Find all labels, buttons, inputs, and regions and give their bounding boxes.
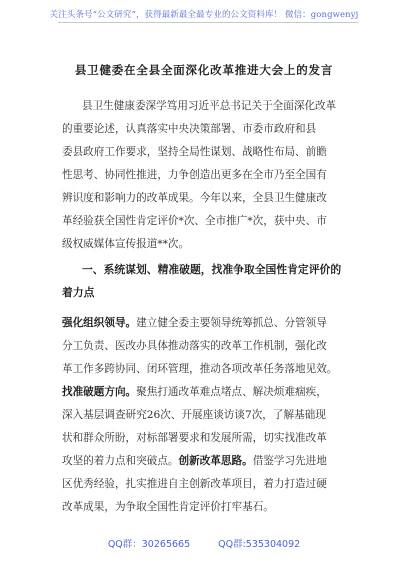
paragraph-2-text: 聚焦打通改革难点堵点、解决烦难痼疾， — [136, 386, 327, 398]
intro-line-1: 县卫生健康委深学笃用习近平总书记关于全面深化改革 — [82, 100, 337, 112]
paragraph-2-line-1 — [62, 385, 327, 399]
footer-qq-group-1: QQ群：30265665 — [107, 539, 191, 550]
intro-line-6: 革经验获全国性肯定评价*次、全市推广*次，获中央、市 — [62, 215, 327, 227]
paragraph-2-lead: 找准破题方向。 — [62, 386, 137, 398]
intro-line-5: 辨识度和影响力的改革成果。今年以来，全县卫生健康改 — [62, 192, 327, 204]
intro-line-2: 的重要论述，认真落实中央决策部署、市委市政府和县 — [62, 123, 317, 135]
paragraph-2-line-4 — [62, 454, 327, 468]
paragraph-1-line-3: 革工作多跨协同、闭环管理，推动各项改革任务落地见效。 — [62, 363, 338, 375]
paragraph-3-text: 借鉴学习先进地 — [252, 455, 327, 467]
paragraph-1-text: 建立健全委主要领导统筹抓总、分管领导 — [136, 317, 327, 329]
paragraph-3-lead: 创新改革思路。 — [178, 455, 253, 467]
footer-qq-group-2: QQ群:535304092 — [218, 539, 301, 550]
paragraph-2-line-2: 深入基层调查研究26次、开展座谈访谈7次，了解基础现 — [62, 409, 326, 421]
intro-line-3: 委县政府工作要求，坚持全局性谋划、战略性布局、前瞻 — [62, 146, 327, 158]
section-heading-line-1: 一、系统谋划、精准破题，找准争取全国性肯定评价的 — [82, 263, 342, 276]
paragraph-3-line-2: 区优秀经验，扎实推进自主创新改革项目，着力打造过硬 — [62, 478, 327, 490]
paragraph-2-tail: 攻坚的着力点和突破点。 — [62, 455, 179, 467]
paragraph-1-line-1 — [62, 316, 327, 330]
footer — [0, 536, 408, 550]
header-divider — [58, 22, 358, 23]
header-note: 关注头条号“公文研究”，获得最新最全最专业的公文资料库！ 微信：gongwenyj — [49, 10, 359, 20]
intro-line-4: 性思考、协同性推进，力争创造出更多在全市乃至全国有 — [62, 169, 327, 181]
intro-line-7: 级权威媒体宣传报道**次。 — [62, 238, 190, 250]
paragraph-1-line-2: 分工负责、医改办具体推动落实的改革工作机制，强化改 — [62, 340, 327, 352]
section-heading-line-2: 着力点 — [62, 286, 95, 299]
paragraph-3-line-3: 改革成果，为争取全国性肯定评价打牢基石。 — [62, 501, 274, 513]
paragraph-2-line-3: 状和群众所盼，对标部署要求和发展所需，切实找准改革 — [62, 432, 327, 444]
document-title: 县卫健委在全县全面深化改革推进大会上的发言 — [74, 63, 334, 77]
paragraph-1-lead: 强化组织领导。 — [62, 317, 137, 329]
